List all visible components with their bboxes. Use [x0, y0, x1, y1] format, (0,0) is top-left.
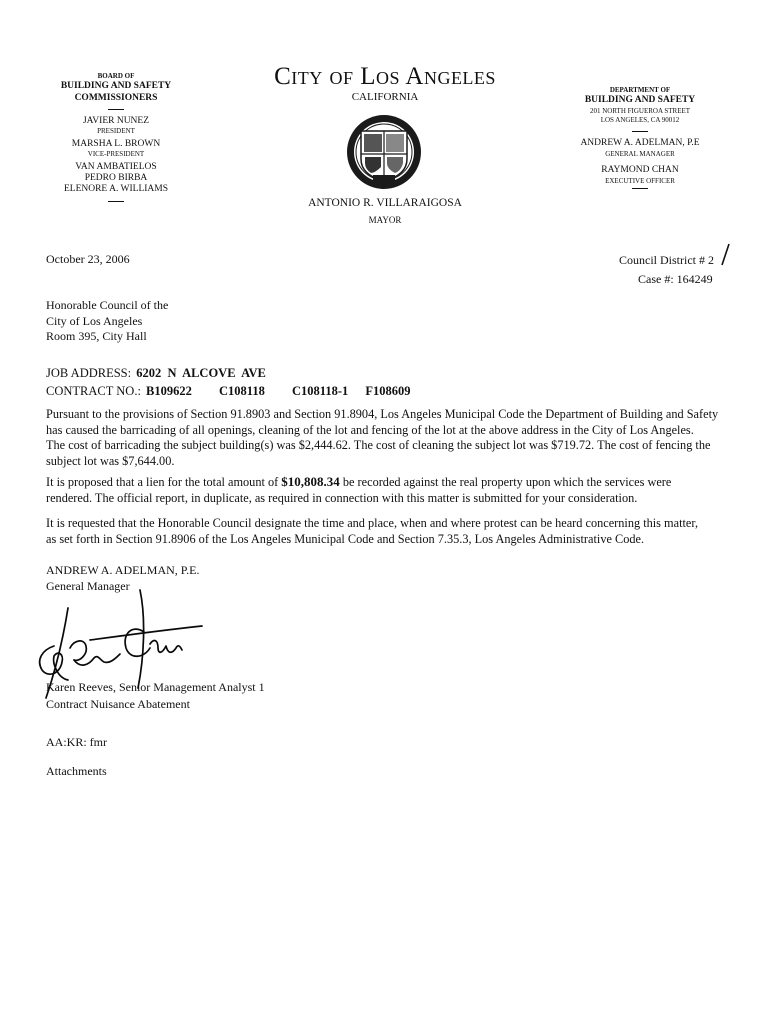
reference-initials: AA:KR: fmr	[46, 735, 107, 749]
paragraph-line	[46, 474, 736, 491]
job-address-label: JOB ADDRESS:	[46, 366, 132, 380]
board-member-name: MARSHA L. BROWN	[71, 139, 161, 149]
paragraph-line: subject lot was $7,644.00.	[46, 453, 175, 468]
board-member-name: VAN AMBATIELOS	[75, 162, 157, 172]
paragraph-lien	[46, 474, 736, 506]
department-address-line1: 201 NORTH FIGUEROA STREET	[589, 107, 691, 115]
handwritten-mark-icon	[719, 243, 731, 271]
paragraph-line: Pursuant to the provisions of Section 91.8903 and Section 91.8904, Los Angeles Municipal Code the Department of Building and Safety	[46, 407, 719, 421]
board-member-name: ELENORE A. WILLIAMS	[63, 184, 169, 194]
paragraph-line: The cost of barricading the subject building(s) was $2,444.62. The cost of cleaning the subject lot was $719.72. The cost of fencing the	[46, 438, 711, 452]
lien-text-prefix: It is proposed that a lien for the total amount of	[46, 475, 279, 489]
board-divider	[108, 109, 124, 110]
department-header	[560, 86, 720, 189]
contract-number: B109622	[146, 384, 192, 398]
signer-name: ANDREW A. ADELMAN, P.E.	[46, 563, 200, 577]
mayor-name: ANTONIO R. VILLARAIGOSA	[308, 197, 462, 209]
council-district-label: Council District # 2	[619, 253, 714, 267]
department-label: DEPARTMENT OF	[609, 86, 671, 94]
board-title-line1: BUILDING AND SAFETY	[60, 81, 172, 91]
general-manager-name: ANDREW A. ADELMAN, P.E	[580, 138, 700, 148]
lien-text-suffix: be recorded against the real property upon which the services were	[342, 475, 672, 489]
city-title: City of Los Angeles	[274, 63, 496, 90]
mayor-title: MAYOR	[368, 215, 402, 225]
job-address	[46, 365, 266, 381]
general-manager-title: GENERAL MANAGER	[605, 150, 675, 158]
board-member-name: JAVIER NUNEZ	[82, 116, 150, 126]
lien-total-amount: $10,808.34	[281, 474, 340, 489]
contract-numbers	[46, 383, 411, 399]
department-title: BUILDING AND SAFETY	[584, 95, 696, 105]
council-district	[619, 253, 714, 268]
city-state: CALIFORNIA	[351, 91, 419, 103]
contract-number: F108609	[365, 384, 411, 398]
paragraph-line: has caused the barricading of all openings, cleaning of the lot and fencing of the lot at the above address in the City of Los Angeles.	[46, 422, 694, 437]
contract-label: CONTRACT NO.:	[46, 384, 141, 398]
department-address-line2: LOS ANGELES, CA 90012	[600, 116, 680, 124]
board-label: BOARD OF	[97, 72, 135, 80]
board-header	[40, 72, 192, 202]
recipient-block	[46, 298, 168, 345]
letter-date: October 23, 2006	[46, 252, 130, 266]
board-divider-bottom	[108, 201, 124, 202]
contract-number: C108118-1	[291, 384, 349, 398]
board-member-role: PRESIDENT	[97, 127, 135, 135]
paragraph-line: as set forth in Section 91.8906 of the Los Angeles Municipal Code and Section 7.35.3, Los Angeles Administrative Code.	[46, 531, 645, 546]
contract-number: C108118	[219, 384, 265, 398]
analyst-block	[46, 679, 265, 713]
paragraph-costs	[46, 407, 736, 469]
board-member-role: VICE-PRESIDENT	[87, 150, 145, 158]
department-divider	[632, 131, 648, 132]
city-header	[230, 63, 540, 103]
paragraph-request	[46, 516, 736, 547]
board-member-name: PEDRO BIRBA	[84, 173, 148, 183]
recipient-line: Honorable Council of the	[46, 298, 169, 312]
department-divider-bottom	[632, 188, 648, 189]
recipient-line: City of Los Angeles	[46, 313, 143, 328]
signer-title: General Manager	[46, 578, 130, 593]
job-address-value: 6202 N ALCOVE AVE	[136, 366, 266, 380]
analyst-name: Karen Reeves, Senior Management Analyst 1	[46, 680, 265, 694]
recipient-line: Room 395, City Hall	[46, 329, 147, 343]
board-title-line2: COMMISSIONERS	[74, 93, 158, 103]
paragraph-line: rendered. The official report, in duplicate, as required in connection with this matter is submitted for your consideration.	[46, 490, 638, 505]
executive-officer-name: RAYMOND CHAN	[601, 165, 679, 175]
paragraph-line: It is requested that the Honorable Council designate the time and place, when and where protest can be heard concerning this matter,	[46, 516, 699, 530]
attachments-note: Attachments	[46, 764, 107, 778]
analyst-unit: Contract Nuisance Abatement	[46, 697, 190, 711]
case-number: Case #: 164249	[638, 272, 713, 286]
city-seal-icon	[345, 113, 423, 191]
mayor-block	[280, 196, 490, 227]
executive-officer-title: EXECUTIVE OFFICER	[605, 177, 675, 185]
